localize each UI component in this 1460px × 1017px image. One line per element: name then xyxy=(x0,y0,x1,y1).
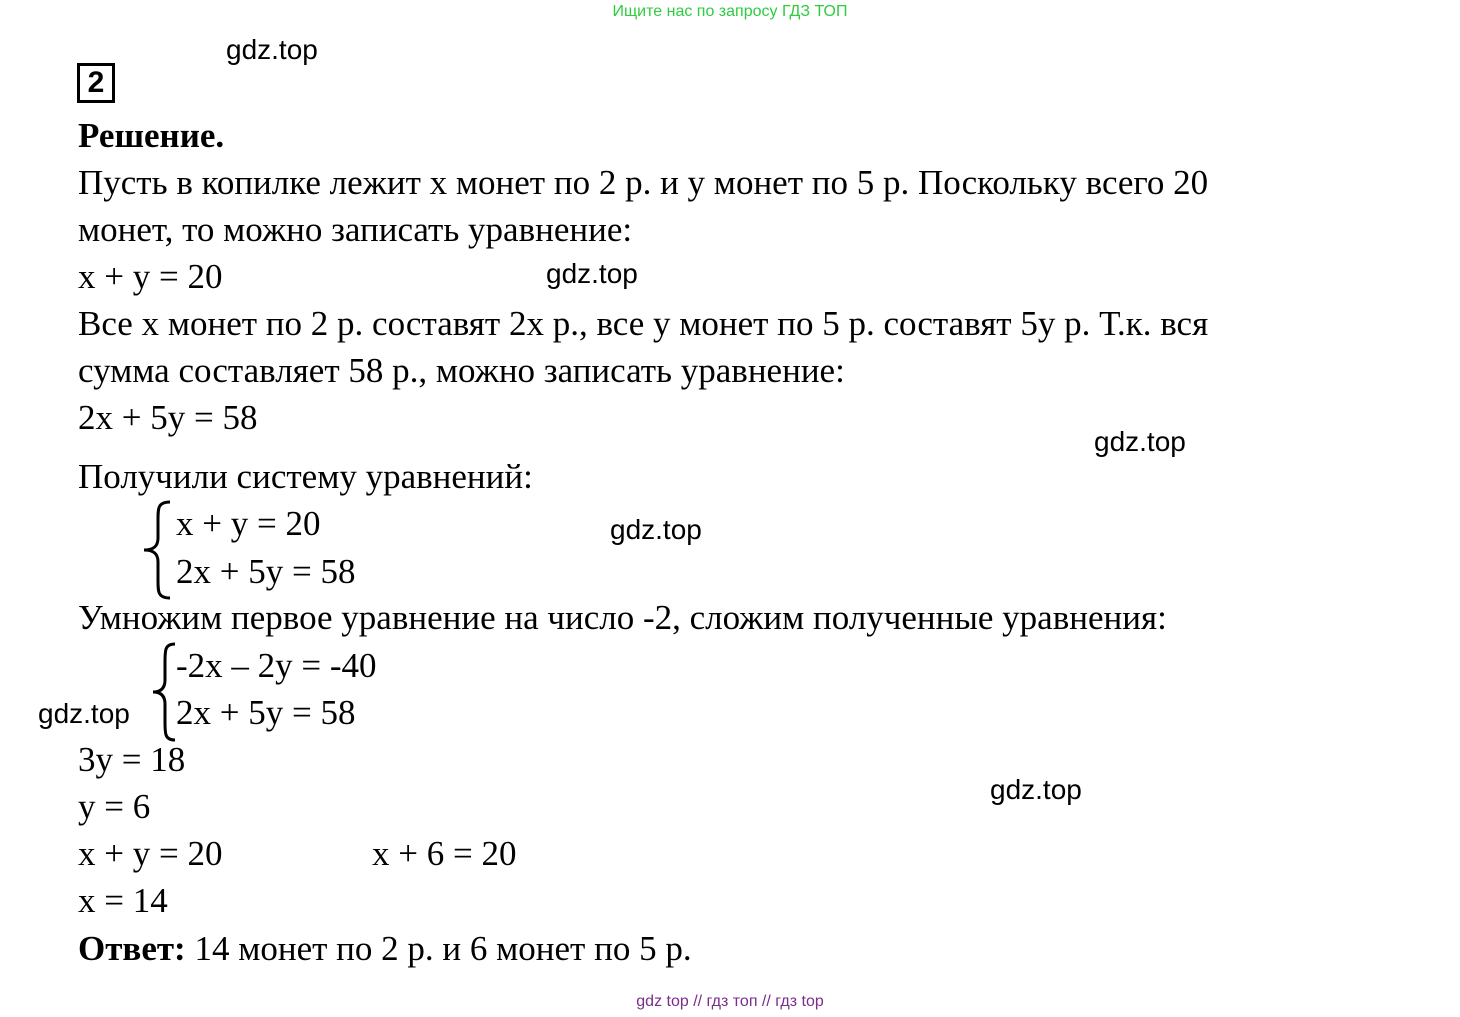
equation: 2х + 5у = 58 xyxy=(78,398,258,437)
text-line: Умножим первое уравнение на число -2, сложим полученные уравнения: xyxy=(78,598,1167,637)
answer-text: 14 монет по 2 р. и 6 монет по 5 р. xyxy=(194,929,692,968)
equation: х + у = 20 xyxy=(78,257,223,296)
brace-icon xyxy=(140,500,174,600)
watermark: gdz.top xyxy=(226,34,318,65)
task-number: 2 xyxy=(77,63,115,103)
answer-label: Ответ: xyxy=(78,929,186,968)
text-line: сумма составляет 58 р., можно записать уравнение: xyxy=(78,351,845,390)
brace-icon xyxy=(150,642,178,742)
equation: х + у = 20 xyxy=(78,834,223,873)
system-equation: 2х + 5у = 58 xyxy=(176,552,356,591)
watermark: gdz.top xyxy=(546,258,638,289)
equation: у = 6 xyxy=(78,787,151,826)
equation: х + 6 = 20 xyxy=(372,834,517,873)
top-banner[interactable]: Ищите нас по запросу ГДЗ ТОП xyxy=(612,3,848,20)
system-equation: 2х + 5у = 58 xyxy=(176,693,356,732)
text-line: Получили систему уравнений: xyxy=(78,457,533,496)
text-line: монет, то можно записать уравнение: xyxy=(78,210,633,249)
answer xyxy=(78,929,692,969)
watermark: gdz.top xyxy=(1094,426,1186,457)
text-line: Все х монет по 2 р. составят 2х р., все у монет по 5 р. составят 5у р. Т.к. вся xyxy=(78,304,1209,343)
text-line: Пусть в копилке лежит х монет по 2 р. и у монет по 5 р. Поскольку всего 20 xyxy=(78,163,1209,202)
watermark: gdz.top xyxy=(38,698,130,729)
system-equation: -2х – 2у = -40 xyxy=(176,646,377,685)
equation: х = 14 xyxy=(78,881,168,920)
system-equation: х + у = 20 xyxy=(176,504,321,543)
bottom-banner[interactable]: gdz top // гдз топ // гдз top xyxy=(636,993,824,1010)
watermark: gdz.top xyxy=(990,774,1082,805)
watermark: gdz.top xyxy=(610,514,702,545)
equation: 3у = 18 xyxy=(78,740,186,779)
solution-heading: Решение. xyxy=(78,116,225,155)
